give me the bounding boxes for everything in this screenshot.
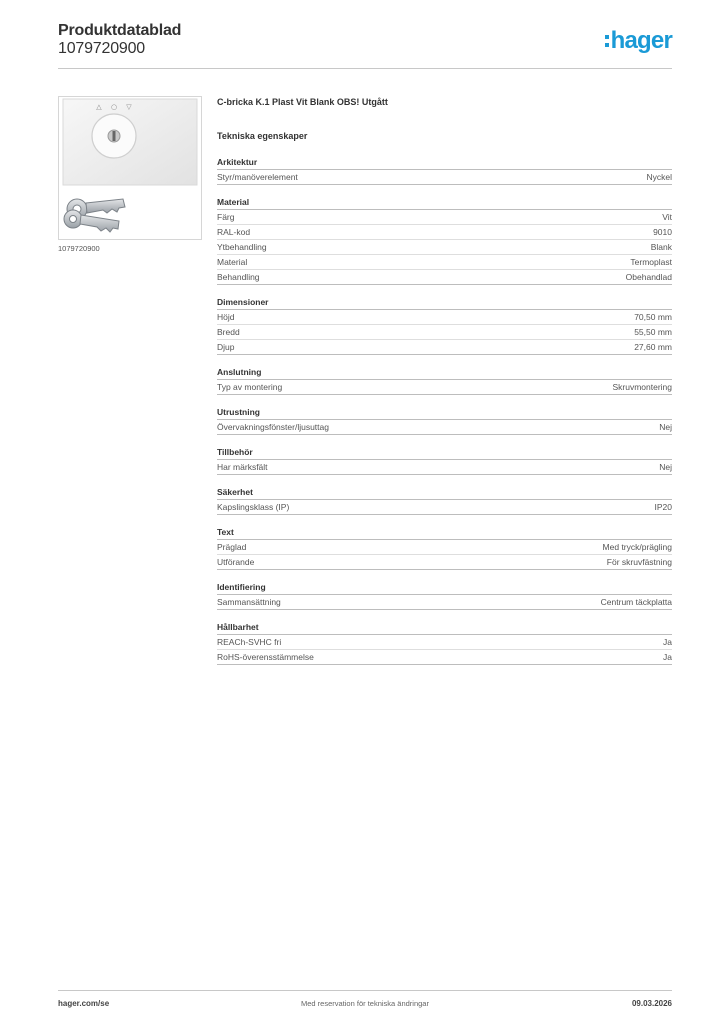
footer-divider <box>58 990 672 991</box>
logo-dots-icon <box>605 35 609 47</box>
spec-section <box>217 366 672 395</box>
product-illustration <box>59 97 201 239</box>
keys-icon <box>64 199 125 232</box>
spec-value: 70,50 mm <box>634 312 672 322</box>
spec-row <box>217 270 672 285</box>
spec-value: Med tryck/prägling <box>602 542 672 552</box>
spec-label: Typ av montering <box>217 382 283 392</box>
spec-row <box>217 635 672 650</box>
spec-value: 9010 <box>653 227 672 237</box>
section-title: Hållbarhet <box>217 621 672 635</box>
spec-label: Sammansättning <box>217 597 281 607</box>
spec-value: Ja <box>663 652 672 662</box>
spec-row <box>217 310 672 325</box>
spec-section <box>217 196 672 285</box>
spec-label: Ytbehandling <box>217 242 267 252</box>
spec-row <box>217 540 672 555</box>
product-details <box>217 96 672 665</box>
spec-label: Styr/manöverelement <box>217 172 298 182</box>
spec-row <box>217 420 672 435</box>
footer-website: hager.com/se <box>58 999 110 1008</box>
spec-section <box>217 526 672 570</box>
spec-value: Termoplast <box>630 257 672 267</box>
spec-value: 27,60 mm <box>634 342 672 352</box>
spec-section <box>217 406 672 435</box>
spec-section <box>217 296 672 355</box>
arrow-down-icon: ▽ <box>126 103 132 111</box>
spec-section <box>217 486 672 515</box>
tech-properties-heading: Tekniska egenskaper <box>217 131 308 141</box>
spec-value: Vit <box>662 212 672 222</box>
spec-label: Har märksfält <box>217 462 268 472</box>
section-title: Dimensioner <box>217 296 672 310</box>
spec-value: 55,50 mm <box>634 327 672 337</box>
spec-label: RoHS-överensstämmelse <box>217 652 314 662</box>
section-title: Säkerhet <box>217 486 672 500</box>
circle-icon: ○ <box>110 103 118 111</box>
header-divider <box>58 68 672 69</box>
spec-label: Djup <box>217 342 235 352</box>
spec-section <box>217 446 672 475</box>
product-name: C-bricka K.1 Plast Vit Blank OBS! Utgått <box>217 97 388 107</box>
spec-section <box>217 621 672 665</box>
spec-label: Färg <box>217 212 235 222</box>
spec-label: Präglad <box>217 542 247 552</box>
image-caption: 1079720900 <box>58 244 100 253</box>
spec-label: Kapslingsklass (IP) <box>217 502 290 512</box>
header <box>58 22 672 68</box>
product-number: 1079720900 <box>58 40 145 57</box>
spec-row <box>217 595 672 610</box>
footer-date: 09.03.2026 <box>631 999 672 1008</box>
spec-value: Obehandlad <box>625 272 672 282</box>
section-title: Material <box>217 196 672 210</box>
section-title: Utrustning <box>217 406 672 420</box>
product-image <box>58 96 202 240</box>
spec-row <box>217 255 672 270</box>
spec-row <box>217 225 672 240</box>
document-title: Produktdatablad <box>58 22 182 39</box>
spec-label: Övervakningsfönster/ljusuttag <box>217 422 329 432</box>
spec-row <box>217 240 672 255</box>
spec-section <box>217 156 672 185</box>
spec-label: Höjd <box>217 312 235 322</box>
spec-label: Behandling <box>217 272 260 282</box>
spec-row <box>217 170 672 185</box>
spec-value: Skruvmontering <box>612 382 672 392</box>
spec-row <box>217 650 672 665</box>
hager-logo <box>605 26 672 56</box>
spec-row <box>217 460 672 475</box>
spec-value: Ja <box>663 637 672 647</box>
spec-value: Blank <box>650 242 672 252</box>
section-title: Tillbehör <box>217 446 672 460</box>
arrow-up-icon: △ <box>96 103 102 111</box>
spec-label: Material <box>217 257 248 267</box>
spec-row <box>217 500 672 515</box>
section-title: Arkitektur <box>217 156 672 170</box>
spec-label: RAL-kod <box>217 227 251 237</box>
spec-row <box>217 210 672 225</box>
spec-row <box>217 555 672 570</box>
spec-row <box>217 380 672 395</box>
section-title: Anslutning <box>217 366 672 380</box>
spec-value: IP20 <box>654 502 672 512</box>
spec-sections <box>217 156 672 665</box>
spec-row <box>217 340 672 355</box>
spec-row <box>217 325 672 340</box>
section-title: Text <box>217 526 672 540</box>
logo-text: hager <box>610 27 672 54</box>
spec-value: Nej <box>659 462 672 472</box>
footer-disclaimer: Med reservation för tekniska ändringar <box>301 999 429 1008</box>
spec-label: REACh-SVHC fri <box>217 637 282 647</box>
spec-value: Centrum täckplatta <box>600 597 672 607</box>
section-title: Identifiering <box>217 581 672 595</box>
footer <box>58 999 672 1011</box>
spec-value: För skruvfästning <box>606 557 672 567</box>
spec-label: Bredd <box>217 327 240 337</box>
spec-value: Nej <box>659 422 672 432</box>
spec-label: Utförande <box>217 557 255 567</box>
spec-section <box>217 581 672 610</box>
spec-value: Nyckel <box>646 172 672 182</box>
